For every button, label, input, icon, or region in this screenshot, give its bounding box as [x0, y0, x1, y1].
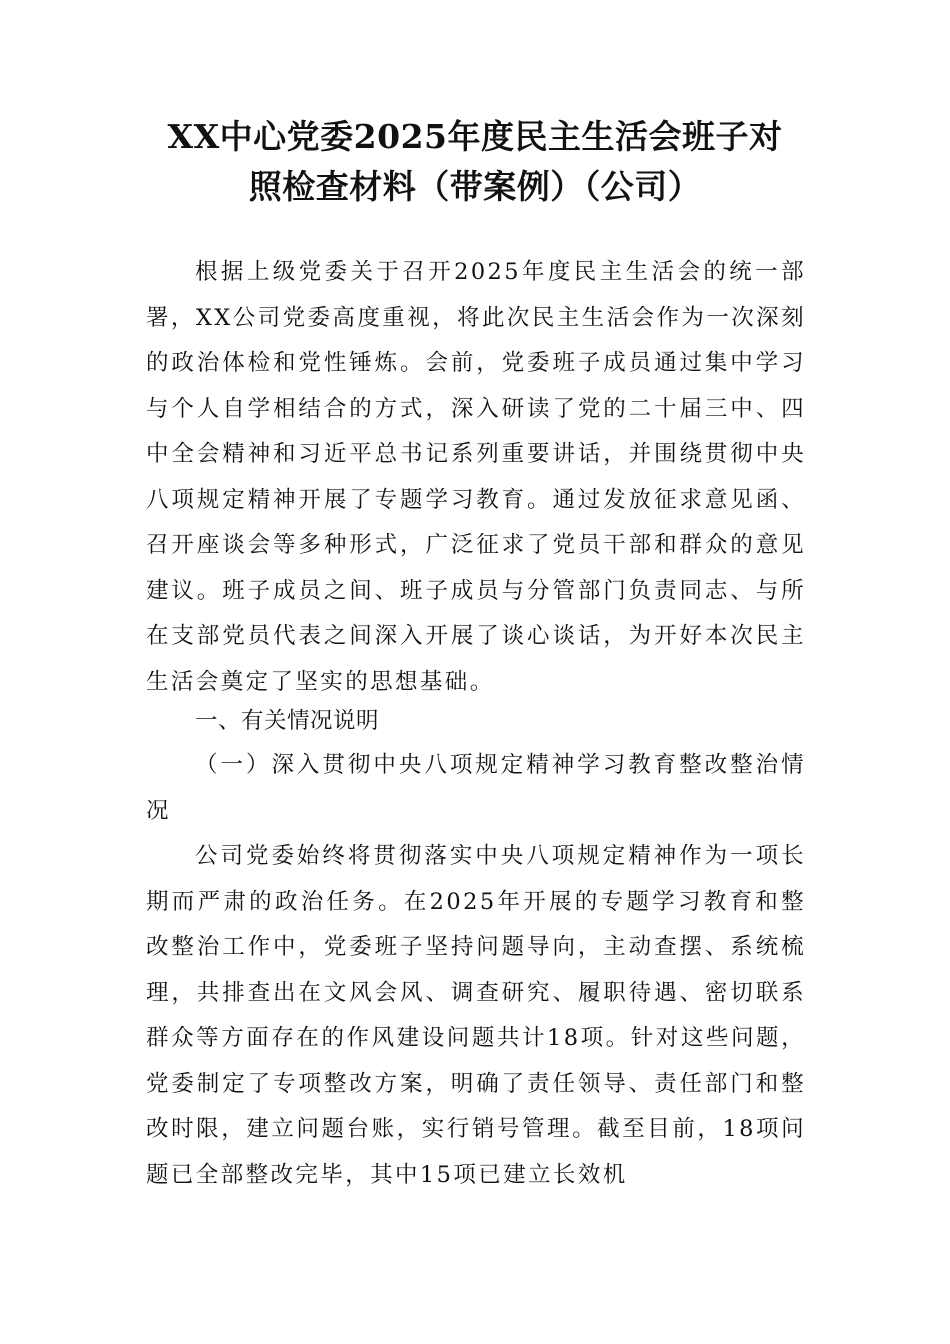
section-1-paragraph: 公司党委始终将贯彻落实中央八项规定精神作为一项长期而严肃的政治任务。在2025年开展的专题学习教育和整改整治工作中，党委班子坚持问题导向，主动查摆、系统梳理，共排查出在文风会风、调查研究、履职待遇、密切联系群众等方面存在的作风建设问题共计18项。针对这些问题，党委制定了专项整改方案，明确了责任领导、责任部门和整改时限，建立问题台账，实行销号管理。截至目前，18项问题已全部整改完毕，其中15项已建立长效机 [146, 843, 806, 1188]
document-title-line-1: XX中心党委2025年度民主生活会班子对 [167, 117, 783, 156]
document-title-line-2: 照检查材料（带案例）（公司） [248, 167, 702, 206]
subsection-heading-1: （一）深入贯彻中央八项规定精神学习教育整改整治情况 [146, 752, 806, 824]
section-heading-1: 一、有关情况说明 [195, 708, 380, 734]
document-title [120, 112, 830, 212]
intro-paragraph: 根据上级党委关于召开2025年度民主生活会的统一部署，XX公司党委高度重视，将此次民主生活会作为一次深刻的政治体检和党性锤炼。会前，党委班子成员通过集中学习与个人自学相结合的方式，深入研读了党的二十届三中、四中全会精神和习近平总书记系列重要讲话，并围绕贯彻中央八项规定精神开展了专题学习教育。通过发放征求意见函、召开座谈会等多种形式，广泛征求了党员干部和群众的意见建议。班子成员之间、班子成员与分管部门负责同志、与所在支部党员代表之间深入开展了谈心谈话，为开好本次民主生活会奠定了坚实的思想基础。 [146, 259, 806, 695]
